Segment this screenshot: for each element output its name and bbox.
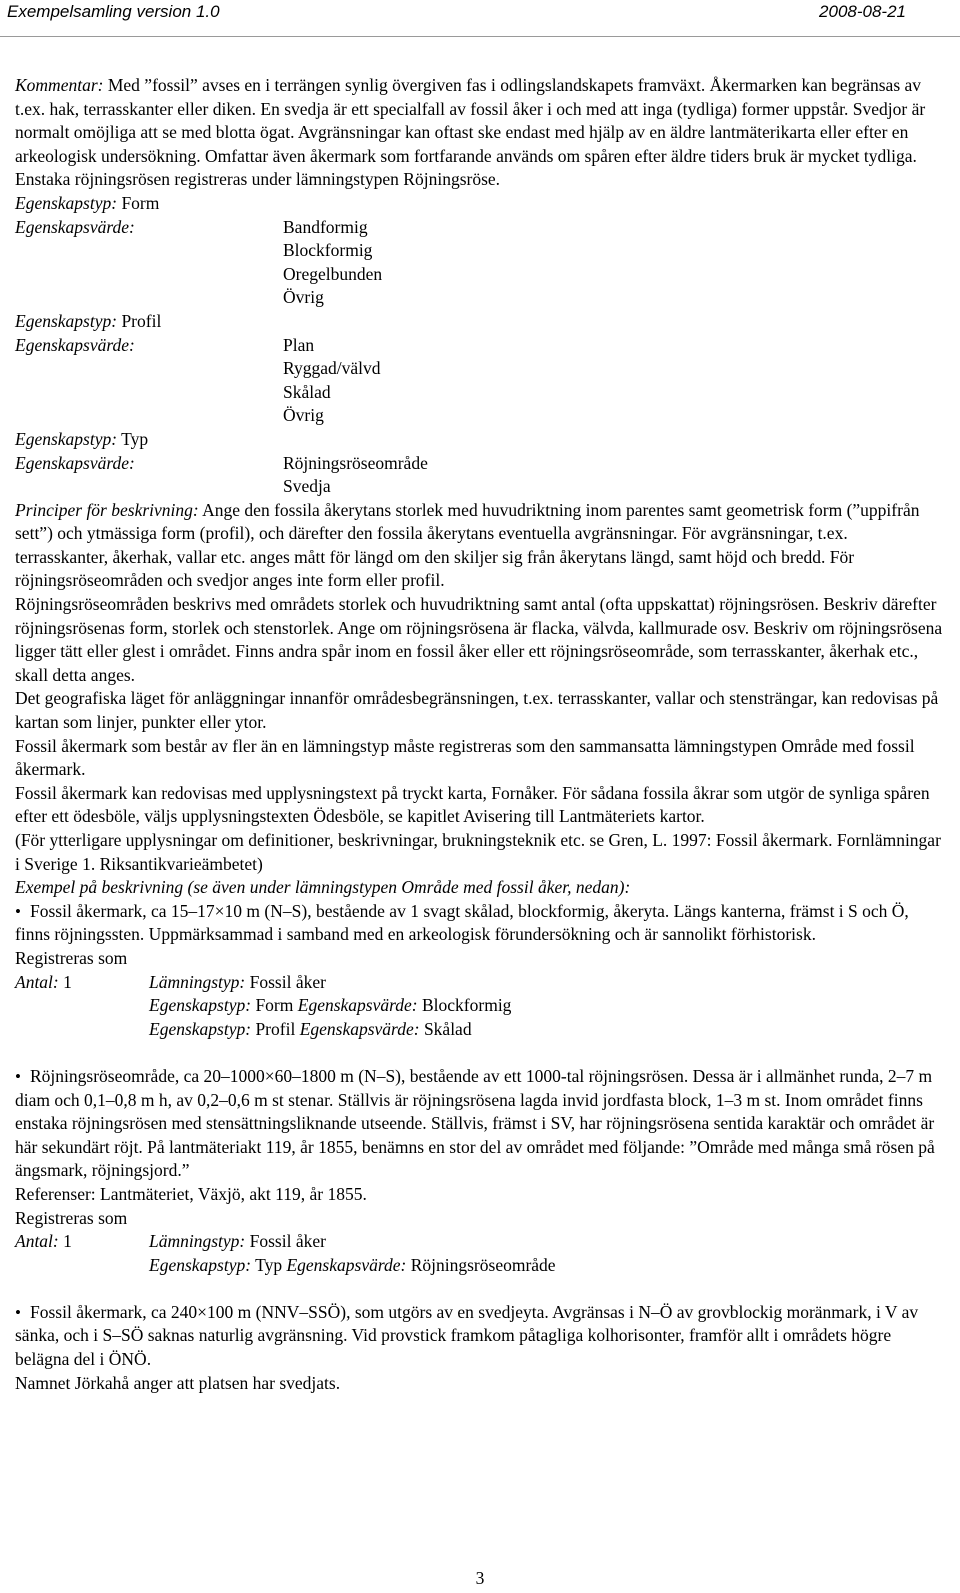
property-type-value: Typ xyxy=(121,428,149,449)
property-value-line xyxy=(15,452,945,476)
principer-text: Ange den fossila åkerytans storlek med huvudriktning inom parentes samt geometrisk form (”uppifrån sett”) och ytmässiga form (profil), och därefter den fossila åkerytans eventuella avgränsningar. För avgränsningar, t.ex. terrasskanter, åkerhak, vallar etc. anges mått för längd om den skiljer sig från åkerytans längd, samt höjd och bredd. För röjningsröseområden och svedjor anges inte form eller profil. xyxy=(15,499,920,591)
registration-line xyxy=(15,1018,945,1042)
antal-value: 1 xyxy=(63,1231,72,1252)
example-reference: Referenser: Lantmäteriet, Växjö, akt 119, år 1855. xyxy=(15,1183,367,1204)
header-version: Exempelsamling version 1.0 xyxy=(7,2,220,21)
registration-value-2: Skålad xyxy=(423,1018,472,1039)
registration-label: Egenskapstyp: xyxy=(149,995,252,1016)
example-text: • Röjningsröseområde, ca 20–1000×60–1800 m (N–S), bestående av ett 1000-tal röjningsrösen. Dessa är i allmänhet runda, 2–7 m diam och 0,1–0,8 m h, av 0,2–0,6 m st stenar. Ställvis är röjningsrösena lagda invid jordfasta block, 1–3 m st. Inom området finns enstaka röjningsrösen med stensättningsliknande utseende. Ställvis, främst i SV, har röjningsrösena sentida karaktär och området är här sekundärt röjt. På lantmäteriakt 119, år 1855, benämns en stor del av området med följande: ”Område med många små rösen på ängsmark, röjningsjord.” xyxy=(15,1065,945,1183)
property-value: Oregelbunden xyxy=(283,263,383,284)
principer-paragraph-3: Det geografiska läget för anläggningar innanför områdesbegränsningen, t.ex. terrasskanter, vallar och stensträngar, kan redovisas på kartan som linjer, punkter eller ytor. xyxy=(15,688,939,733)
exempel-heading: Exempel på beskrivning (se även under lämningstypen Område med fossil åker, nedan): xyxy=(15,877,631,898)
property-value: Övrig xyxy=(283,287,324,308)
page-header xyxy=(0,0,960,37)
antal-label: Antal: xyxy=(15,971,59,992)
principer-label: Principer för beskrivning: xyxy=(15,499,199,520)
property-value-label: Egenskapsvärde: xyxy=(15,334,135,355)
property-value: Blockformig xyxy=(283,240,373,261)
property-type-value: Profil xyxy=(121,310,162,331)
property-value-line xyxy=(15,404,945,428)
principer-paragraph-6: (För ytterligare upplysningar om definitioner, beskrivningar, brukningsteknik etc. se Gren, L. 1997: Fossil åkermark. Fornlämningar i Sverige 1. Riksantikvarieämbetet) xyxy=(15,830,941,874)
registration-label-2: Egenskapsvärde: xyxy=(297,995,418,1016)
registration-line xyxy=(15,1230,945,1254)
registration-value: Fossil åker xyxy=(249,971,326,992)
registration-label: Egenskapstyp: xyxy=(149,1254,252,1275)
registration-entry xyxy=(149,1018,472,1042)
property-value-line xyxy=(15,216,945,240)
principer-paragraph-4: Fossil åkermark som består av fler än en lämningstyp måste registreras som den sammansatta lämningstypen Område med fossil åkermark. xyxy=(15,735,915,780)
property-type-label: Egenskapstyp: xyxy=(15,428,118,449)
property-value: Ryggad/välvd xyxy=(283,358,381,379)
registration-label: Lämningstyp: xyxy=(149,1231,246,1252)
property-value-line xyxy=(15,357,945,381)
registration-label-2: Egenskapsvärde: xyxy=(299,1018,420,1039)
example-list xyxy=(15,900,945,1301)
property-type-label: Egenskapstyp: xyxy=(15,310,118,331)
property-value-line xyxy=(15,286,945,310)
registration-block xyxy=(15,971,945,1042)
principer-paragraph xyxy=(15,499,945,593)
property-value: Övrig xyxy=(283,405,324,426)
property-value: Bandformig xyxy=(283,216,368,237)
property-value-line xyxy=(15,381,945,405)
property-value-line xyxy=(15,475,945,499)
kommentar-label: Kommentar: xyxy=(15,75,104,95)
property-value-line xyxy=(15,334,945,358)
property-value-line xyxy=(15,239,945,263)
property-value: Skålad xyxy=(283,381,331,402)
spacer xyxy=(15,1041,945,1065)
example-text: • Fossil åkermark, ca 15–17×10 m (N–S), bestående av 1 svagt skålad, blockformig, åkeryta. Längs kanterna, främst i S och Ö, finns röjningssten. Uppmärksammad i samband med en arkeologisk förundersökning och är sannolikt förhistorisk. xyxy=(15,900,945,947)
property-value: Plan xyxy=(283,334,315,355)
kommentar-paragraph xyxy=(15,74,945,192)
property-type-value: Form xyxy=(121,192,160,213)
registration-line xyxy=(15,994,945,1018)
registration-label: Lämningstyp: xyxy=(149,971,246,992)
registration-line xyxy=(15,971,945,995)
document-body xyxy=(15,74,945,1395)
registration-label-2: Egenskapsvärde: xyxy=(286,1254,407,1275)
registration-entry xyxy=(149,971,326,995)
example-3-text: • Fossil åkermark, ca 240×100 m (NNV–SSÖ), som utgörs av en svedjeyta. Avgränsas i N–Ö av grovblockig moränmark, i V av sänka, och i S–SÖ saknas naturlig avgränsning. Vid provstick framkom påtagliga kolhorisonter, framför allt i områdets högre belägna del i ÖNÖ. xyxy=(15,1301,945,1372)
property-value-label: Egenskapsvärde: xyxy=(15,452,135,473)
property-list xyxy=(15,192,945,499)
property-type-line xyxy=(15,428,945,452)
property-value: Röjningsröseområde xyxy=(283,452,428,473)
principer-paragraph-2: Röjningsröseområden beskrivs med områdets storlek och huvudriktning samt antal (ofta uppskattat) röjningsrösen. Beskriv därefter röjningsrösenas form, storlek och stenstorlek. Ange om röjningsrösena är flacka, välvda, kallmurade osv. Beskriv om röjningsrösena ligger tätt eller glest i området. Finns andra spår inom en fossil åker eller ett röjningsröseområde, som terrasskanter, åkerhak etc., skall detta anges. xyxy=(15,594,943,685)
registration-value-2: Blockformig xyxy=(422,995,512,1016)
registration-label: Egenskapstyp: xyxy=(149,1018,252,1039)
principer-paragraph-5: Fossil åkermark kan redovisas med upplysningstext på tryckt karta, Fornåker. För sådana fossila åkrar som utgör de synliga spåren efter ett ödesböle, väljs upplysningstexten Ödesböle, se kapitlet Avisering till Lantmäteriets kartor. xyxy=(15,782,930,827)
property-type-line xyxy=(15,310,945,334)
kommentar-text: Med ”fossil” avses en i terrängen synlig övergiven fas i odlingslandskapets framväxt. Åkermarken kan begränsas av t.ex. hak, terrasskanter eller diken. En svedja är ett specialfall av fossil åker i och med att inga (tydliga) former uppstår. Svedjor är normalt omöjliga att se med blotta ögat. Avgränsningar kan oftast ske endast med hjälp av en äldre lantmäterikarta eller efter en arkeologisk undersökning. Omfattar även åkermark som fortfarande används om spåren efter äldre tiders bruk är mycket tydliga. Enstaka röjningsrösen registreras under lämningstypen Röjningsröse. xyxy=(15,75,926,190)
spacer xyxy=(15,1277,945,1301)
example-registreras: Registreras som xyxy=(15,947,128,968)
registration-value: Typ xyxy=(255,1254,283,1275)
registration-entry xyxy=(149,1230,326,1254)
property-type-label: Egenskapstyp: xyxy=(15,192,118,213)
registration-value: Fossil åker xyxy=(249,1231,326,1252)
property-value-line xyxy=(15,263,945,287)
property-value: Svedja xyxy=(283,476,331,497)
example-registreras: Registreras som xyxy=(15,1207,128,1228)
antal-value: 1 xyxy=(63,971,72,992)
property-type-line xyxy=(15,192,945,216)
registration-entry xyxy=(149,1254,556,1278)
header-date: 2008-08-21 xyxy=(819,2,906,21)
page-number: 3 xyxy=(475,1568,485,1588)
registration-value-2: Röjningsröseområde xyxy=(410,1254,556,1275)
registration-entry xyxy=(149,994,511,1018)
property-value-label: Egenskapsvärde: xyxy=(15,216,135,237)
antal-label: Antal: xyxy=(15,1231,59,1252)
example-3-extra: Namnet Jörkahå anger att platsen har svedjats. xyxy=(15,1372,341,1393)
registration-block xyxy=(15,1230,945,1277)
registration-line xyxy=(15,1254,945,1278)
registration-value: Profil xyxy=(255,1018,296,1039)
registration-value: Form xyxy=(255,995,294,1016)
